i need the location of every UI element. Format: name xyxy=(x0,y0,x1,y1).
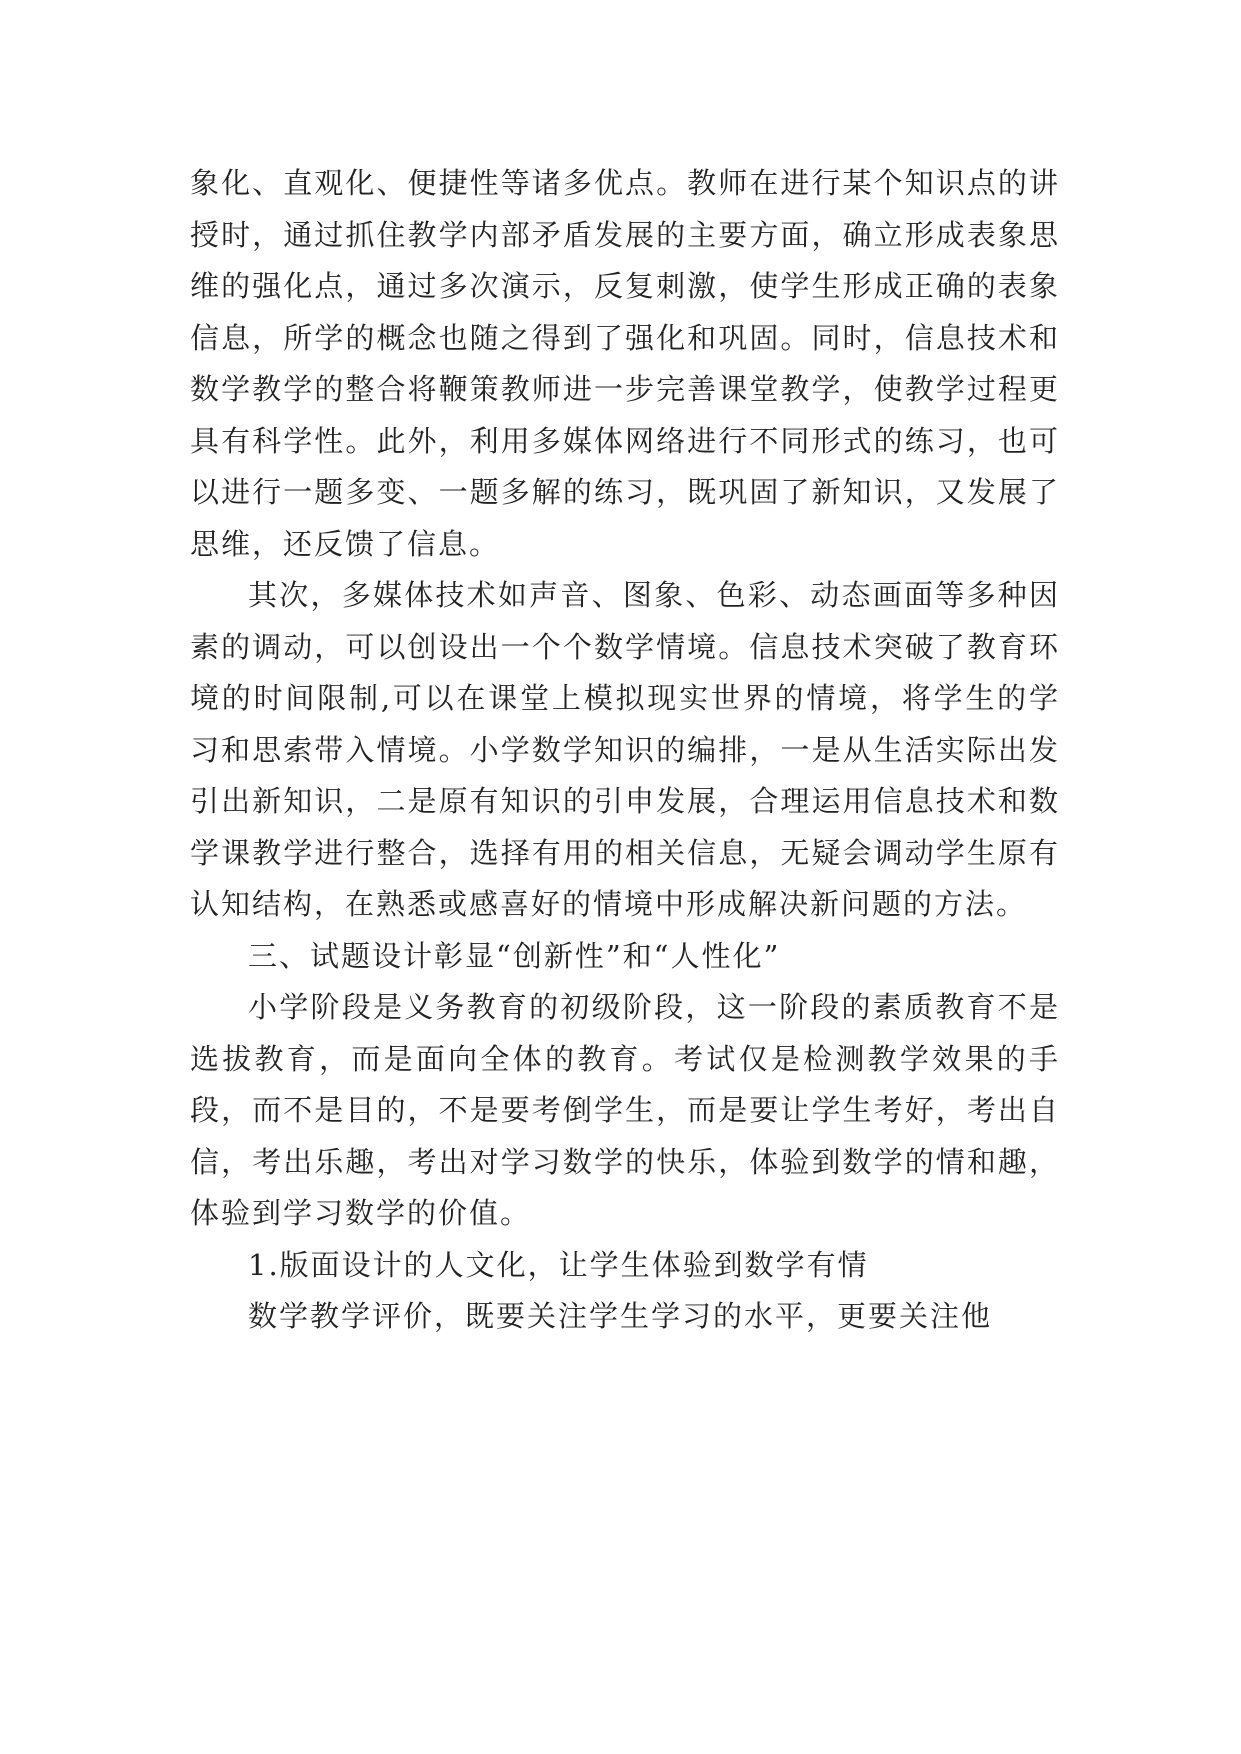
paragraph-multimedia: 其次，多媒体技术如声音、图象、色彩、动态画面等多种因素的调动，可以创设出一个个数学情境。信息技术突破了教育环境的时间限制,可以在课堂上模拟现实世界的情境，将学生的学习和思索带入情境。小学数学知识的编排，一是从生活实际出发引出新知识，二是原有知识的引申发展，合理运用信息技术和数学课教学进行整合，选择有用的相关信息，无疑会调动学生原有认知结构，在熟悉或感喜好的情境中形成解决新问题的方法。 xyxy=(190,578,1060,921)
paragraph-continuation: 象化、直观化、便捷性等诸多优点。教师在进行某个知识点的讲授时，通过抓住教学内部矛盾发展的主要方面，确立形成表象思维的强化点，通过多次演示，反复刺激，使学生形成正确的表象信息，所学的概念也随之得到了强化和巩固。同时，信息技术和数学教学的整合将鞭策教师进一步完善课堂教学，使教学过程更具有科学性。此外，利用多媒体网络进行不同形式的练习，也可以进行一题多变、一题多解的练习，既巩固了新知识，又发展了思维，还反馈了信息。 xyxy=(190,166,1060,561)
section-heading: 三、试题设计彰显“创新性”和“人性化” xyxy=(248,938,781,973)
paragraph-primary-stage: 小学阶段是义务教育的初级阶段，这一阶段的素质教育不是选拔教育，而是面向全体的教育。考试仅是检测教学效果的手段，而不是目的，不是要考倒学生，而是要让学生考好，考出自信，考出乐趣，考出对学习数学的快乐，体验到数学的情和趣，体验到学习数学的价值。 xyxy=(190,990,1060,1230)
body-text xyxy=(190,158,1060,1343)
subsection-heading: 1.版面设计的人文化，让学生体验到数学有情 xyxy=(248,1247,869,1282)
paragraph-evaluation: 数学教学评价，既要关注学生学习的水平，更要关注他 xyxy=(248,1299,993,1333)
